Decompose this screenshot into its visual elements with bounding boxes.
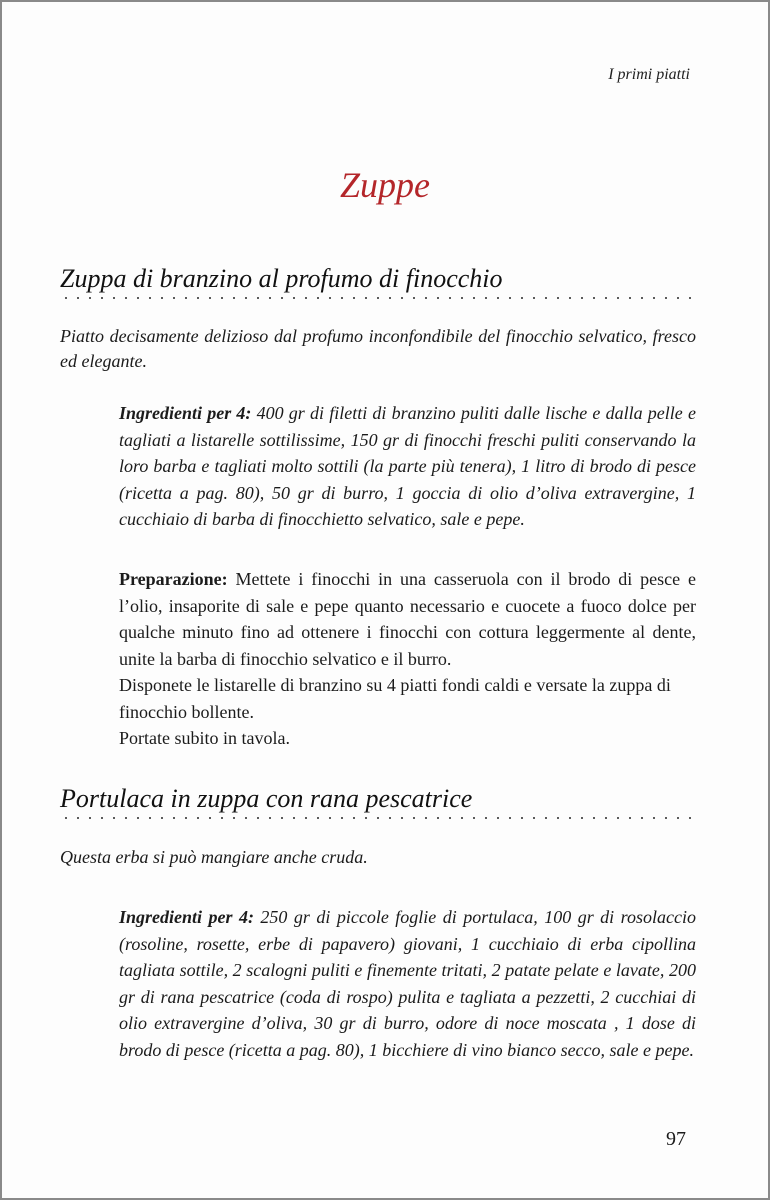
ingredients-text: 250 gr di piccole foglie di portulaca, 100 gr di rosolaccio (rosoline, rosette, erbe di papavero) giovani, 1 cucchiaio di erba cipollina tagliata sottile, 2 scalogni puliti e finemente tritati, 2 patate pelate e lavate, 200 gr di rana pescatrice (coda di rospo) pulita e tagliata a pezzetti, 2 cucchiai di olio extravergine d’oliva, 30 gr di burro, odore di noce moscata , 1 dose di brodo di pesce (ricetta a pag. 80), 1 bicchiere di vino bianco secco, sale e pepe. bbox=[119, 907, 696, 1060]
ingredients-text: 400 gr di filetti di branzino puliti dalle lische e dalla pelle e tagliati a listarelle sottilissime, 150 gr di finocchi freschi puliti conservando la loro barba e tagliati molto sottili (la parte più tenera), 1 litro di brodo di pesce (ricetta a pag. 80), 50 gr di burro, 1 goccia di olio d’oliva extravergine, 1 cucchiaio di barba di finocchietto selvatico, sale e pepe. bbox=[119, 403, 696, 529]
ingredients-paragraph bbox=[119, 904, 696, 1063]
ingredients-label: Ingredienti per 4: bbox=[119, 403, 252, 423]
preparation-paragraph bbox=[119, 566, 696, 672]
preparation-paragraph-3: Portate subito in tavola. bbox=[119, 728, 290, 748]
dot-leader bbox=[60, 297, 696, 299]
dot-leader bbox=[60, 817, 696, 819]
recipe-intro: Questa erba si può mangiare anche cruda. bbox=[60, 847, 368, 867]
ingredients-label: Ingredienti per 4: bbox=[119, 907, 254, 927]
recipe-title-portulaca: Portulaca in zuppa con rana pescatrice bbox=[60, 784, 473, 813]
chapter-title: Zuppe bbox=[340, 165, 430, 205]
preparation-text: Mettete i finocchi in una casseruola con il brodo di pesce e l’olio, insaporite di sale e pepe quanto necessario e cuocete a fuoco dolce per qualche minuto fino ad ottenere i finocchi con cottura leggermente al dente, unite la barba di finocchio selvatico e il burro. bbox=[119, 569, 696, 669]
page-number: 97 bbox=[666, 1128, 686, 1150]
recipe-title-branzino: Zuppa di branzino al profumo di finocchio bbox=[60, 264, 503, 293]
preparation-label: Preparazione: bbox=[119, 569, 228, 589]
running-head: I primi piatti bbox=[608, 66, 690, 83]
recipe-intro: Piatto decisamente delizioso dal profumo inconfondibile del finocchio selvatico, fresco ed elegante. bbox=[60, 326, 696, 371]
ingredients-paragraph bbox=[119, 400, 696, 533]
preparation-paragraph-2: Disponete le listarelle di branzino su 4 piatti fondi caldi e versate la zuppa di finocchio bollente. bbox=[119, 675, 671, 722]
